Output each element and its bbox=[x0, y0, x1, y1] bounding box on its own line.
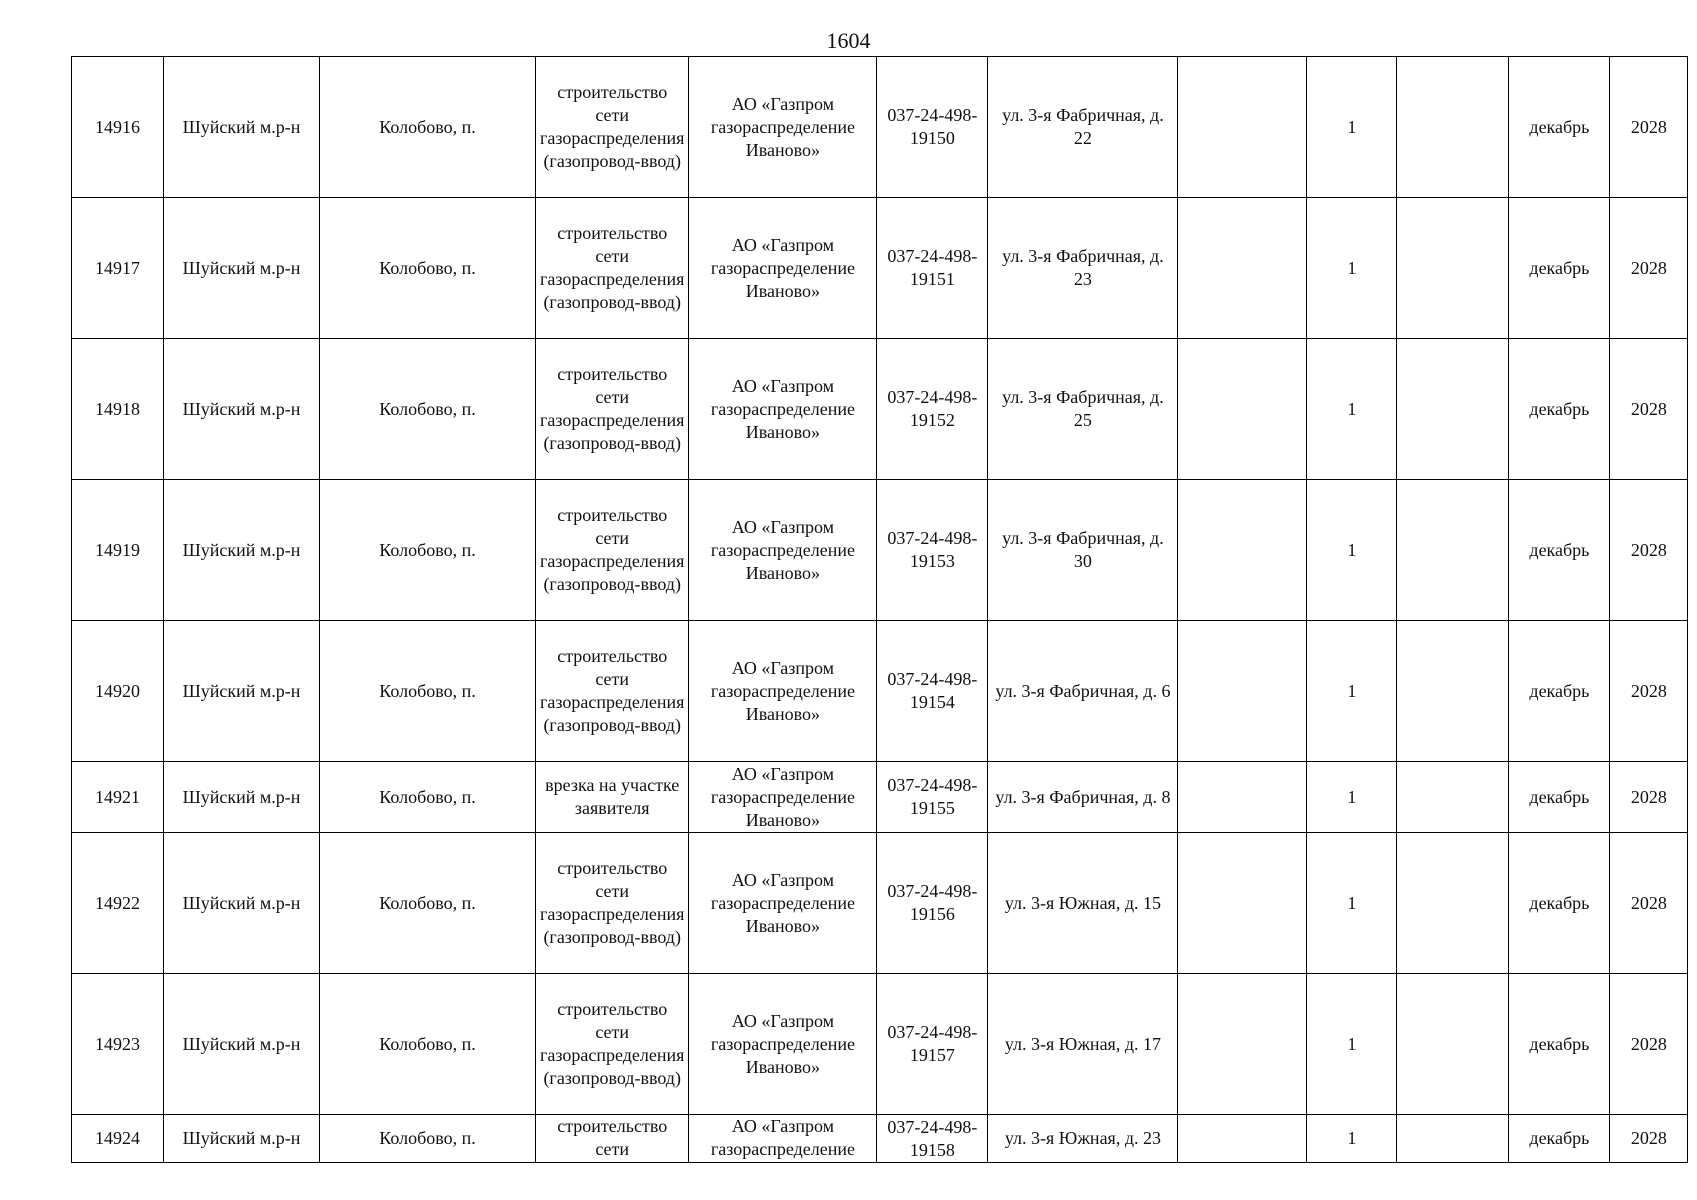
table-row bbox=[72, 621, 1688, 762]
address-cell: ул. 3-я Южная, д. 23 bbox=[988, 1115, 1178, 1163]
year-cell: 2028 bbox=[1610, 480, 1688, 621]
quantity-cell: 1 bbox=[1307, 198, 1397, 339]
locality-cell: Колобово, п. bbox=[320, 621, 536, 762]
month-cell: декабрь bbox=[1509, 833, 1610, 974]
organization-cell: АО «Газпром газораспределение Иваново» bbox=[689, 621, 877, 762]
row-number: 14920 bbox=[72, 621, 164, 762]
month-cell: декабрь bbox=[1509, 339, 1610, 480]
district-cell: Шуйский м.р-н bbox=[164, 480, 320, 621]
table-row bbox=[72, 198, 1688, 339]
blank-cell bbox=[1178, 480, 1307, 621]
locality-cell: Колобово, п. bbox=[320, 974, 536, 1115]
blank-cell bbox=[1397, 1115, 1509, 1163]
locality-cell: Колобово, п. bbox=[320, 57, 536, 198]
work-type-cell: строительство сети газораспределения (газопровод-ввод) bbox=[536, 57, 689, 198]
blank-cell bbox=[1178, 57, 1307, 198]
blank-cell bbox=[1178, 833, 1307, 974]
address-cell: ул. 3-я Фабричная, д. 22 bbox=[988, 57, 1178, 198]
month-cell: декабрь bbox=[1509, 1115, 1610, 1163]
year-cell: 2028 bbox=[1610, 1115, 1688, 1163]
blank-cell bbox=[1397, 833, 1509, 974]
year-cell: 2028 bbox=[1610, 621, 1688, 762]
row-number: 14919 bbox=[72, 480, 164, 621]
quantity-cell: 1 bbox=[1307, 480, 1397, 621]
locality-cell: Колобово, п. bbox=[320, 198, 536, 339]
year-cell: 2028 bbox=[1610, 762, 1688, 833]
application-code-cell: 037-24-498-19153 bbox=[877, 480, 988, 621]
month-cell: декабрь bbox=[1509, 974, 1610, 1115]
quantity-cell: 1 bbox=[1307, 833, 1397, 974]
application-code-cell: 037-24-498-19156 bbox=[877, 833, 988, 974]
blank-cell bbox=[1178, 339, 1307, 480]
work-type-cell: строительство сети газораспределения (газопровод-ввод) bbox=[536, 198, 689, 339]
row-number: 14921 bbox=[72, 762, 164, 833]
quantity-cell: 1 bbox=[1307, 621, 1397, 762]
registry-table bbox=[71, 56, 1688, 1163]
year-cell: 2028 bbox=[1610, 833, 1688, 974]
row-number: 14918 bbox=[72, 339, 164, 480]
district-cell: Шуйский м.р-н bbox=[164, 833, 320, 974]
organization-cell: АО «Газпром газораспределение Иваново» bbox=[689, 198, 877, 339]
district-cell: Шуйский м.р-н bbox=[164, 339, 320, 480]
locality-cell: Колобово, п. bbox=[320, 1115, 536, 1163]
organization-cell: АО «Газпром газораспределение Иваново» bbox=[689, 57, 877, 198]
blank-cell bbox=[1178, 621, 1307, 762]
blank-cell bbox=[1397, 974, 1509, 1115]
page-number: 1604 bbox=[826, 28, 871, 53]
table-row bbox=[72, 974, 1688, 1115]
table-row bbox=[72, 762, 1688, 833]
organization-cell: АО «Газпром газораспределение Иваново» bbox=[689, 339, 877, 480]
blank-cell bbox=[1397, 621, 1509, 762]
table-row bbox=[72, 57, 1688, 198]
work-type-cell: строительство сети газораспределения (газопровод-ввод) bbox=[536, 480, 689, 621]
quantity-cell: 1 bbox=[1307, 974, 1397, 1115]
work-type-cell: строительство сети газораспределения (газопровод-ввод) bbox=[536, 974, 689, 1115]
application-code-cell: 037-24-498-19154 bbox=[877, 621, 988, 762]
month-cell: декабрь bbox=[1509, 57, 1610, 198]
address-cell: ул. 3-я Фабричная, д. 8 bbox=[988, 762, 1178, 833]
district-cell: Шуйский м.р-н bbox=[164, 762, 320, 833]
address-cell: ул. 3-я Фабричная, д. 25 bbox=[988, 339, 1178, 480]
work-type-cell: врезка на участке заявителя bbox=[536, 762, 689, 833]
year-cell: 2028 bbox=[1610, 974, 1688, 1115]
blank-cell bbox=[1397, 198, 1509, 339]
row-number: 14924 bbox=[72, 1115, 164, 1163]
address-cell: ул. 3-я Южная, д. 17 bbox=[988, 974, 1178, 1115]
blank-cell bbox=[1178, 198, 1307, 339]
application-code-cell: 037-24-498-19150 bbox=[877, 57, 988, 198]
locality-cell: Колобово, п. bbox=[320, 833, 536, 974]
address-cell: ул. 3-я Фабричная, д. 23 bbox=[988, 198, 1178, 339]
row-number: 14922 bbox=[72, 833, 164, 974]
work-type-cell: строительство сети газораспределения (газопровод-ввод) bbox=[536, 621, 689, 762]
application-code-cell: 037-24-498-19158 bbox=[877, 1115, 988, 1163]
year-cell: 2028 bbox=[1610, 198, 1688, 339]
month-cell: декабрь bbox=[1509, 480, 1610, 621]
application-code-cell: 037-24-498-19151 bbox=[877, 198, 988, 339]
district-cell: Шуйский м.р-н bbox=[164, 198, 320, 339]
address-cell: ул. 3-я Фабричная, д. 30 bbox=[988, 480, 1178, 621]
blank-cell bbox=[1397, 57, 1509, 198]
row-number: 14917 bbox=[72, 198, 164, 339]
year-cell: 2028 bbox=[1610, 339, 1688, 480]
application-code-cell: 037-24-498-19155 bbox=[877, 762, 988, 833]
blank-cell bbox=[1397, 480, 1509, 621]
application-code-cell: 037-24-498-19152 bbox=[877, 339, 988, 480]
address-cell: ул. 3-я Фабричная, д. 6 bbox=[988, 621, 1178, 762]
year-cell: 2028 bbox=[1610, 57, 1688, 198]
work-type-cell: строительство сети газораспределения (газопровод-ввод) bbox=[536, 833, 689, 974]
address-cell: ул. 3-я Южная, д. 15 bbox=[988, 833, 1178, 974]
month-cell: декабрь bbox=[1509, 621, 1610, 762]
organization-cell: АО «Газпром газораспределение Иваново» bbox=[689, 974, 877, 1115]
blank-cell bbox=[1178, 1115, 1307, 1163]
blank-cell bbox=[1178, 762, 1307, 833]
organization-cell: АО «Газпром газораспределение Иваново» bbox=[689, 480, 877, 621]
work-type-cell: строительство сети газораспределения (газопровод-ввод) bbox=[536, 339, 689, 480]
application-code-cell: 037-24-498-19157 bbox=[877, 974, 988, 1115]
table-row bbox=[72, 833, 1688, 974]
table-row bbox=[72, 480, 1688, 621]
quantity-cell: 1 bbox=[1307, 57, 1397, 198]
row-number: 14916 bbox=[72, 57, 164, 198]
locality-cell: Колобово, п. bbox=[320, 339, 536, 480]
organization-cell: АО «Газпром газораспределение Иваново» bbox=[689, 833, 877, 974]
quantity-cell: 1 bbox=[1307, 1115, 1397, 1163]
month-cell: декабрь bbox=[1509, 198, 1610, 339]
district-cell: Шуйский м.р-н bbox=[164, 621, 320, 762]
row-number: 14923 bbox=[72, 974, 164, 1115]
organization-cell: АО «Газпром газораспределение bbox=[689, 1115, 877, 1163]
work-type-cell: строительство сети bbox=[536, 1115, 689, 1163]
blank-cell bbox=[1397, 762, 1509, 833]
district-cell: Шуйский м.р-н bbox=[164, 974, 320, 1115]
organization-cell: АО «Газпром газораспределение Иваново» bbox=[689, 762, 877, 833]
district-cell: Шуйский м.р-н bbox=[164, 57, 320, 198]
table-row bbox=[72, 339, 1688, 480]
quantity-cell: 1 bbox=[1307, 762, 1397, 833]
quantity-cell: 1 bbox=[1307, 339, 1397, 480]
locality-cell: Колобово, п. bbox=[320, 762, 536, 833]
district-cell: Шуйский м.р-н bbox=[164, 1115, 320, 1163]
blank-cell bbox=[1397, 339, 1509, 480]
month-cell: декабрь bbox=[1509, 762, 1610, 833]
locality-cell: Колобово, п. bbox=[320, 480, 536, 621]
blank-cell bbox=[1178, 974, 1307, 1115]
table-row bbox=[72, 1115, 1688, 1163]
